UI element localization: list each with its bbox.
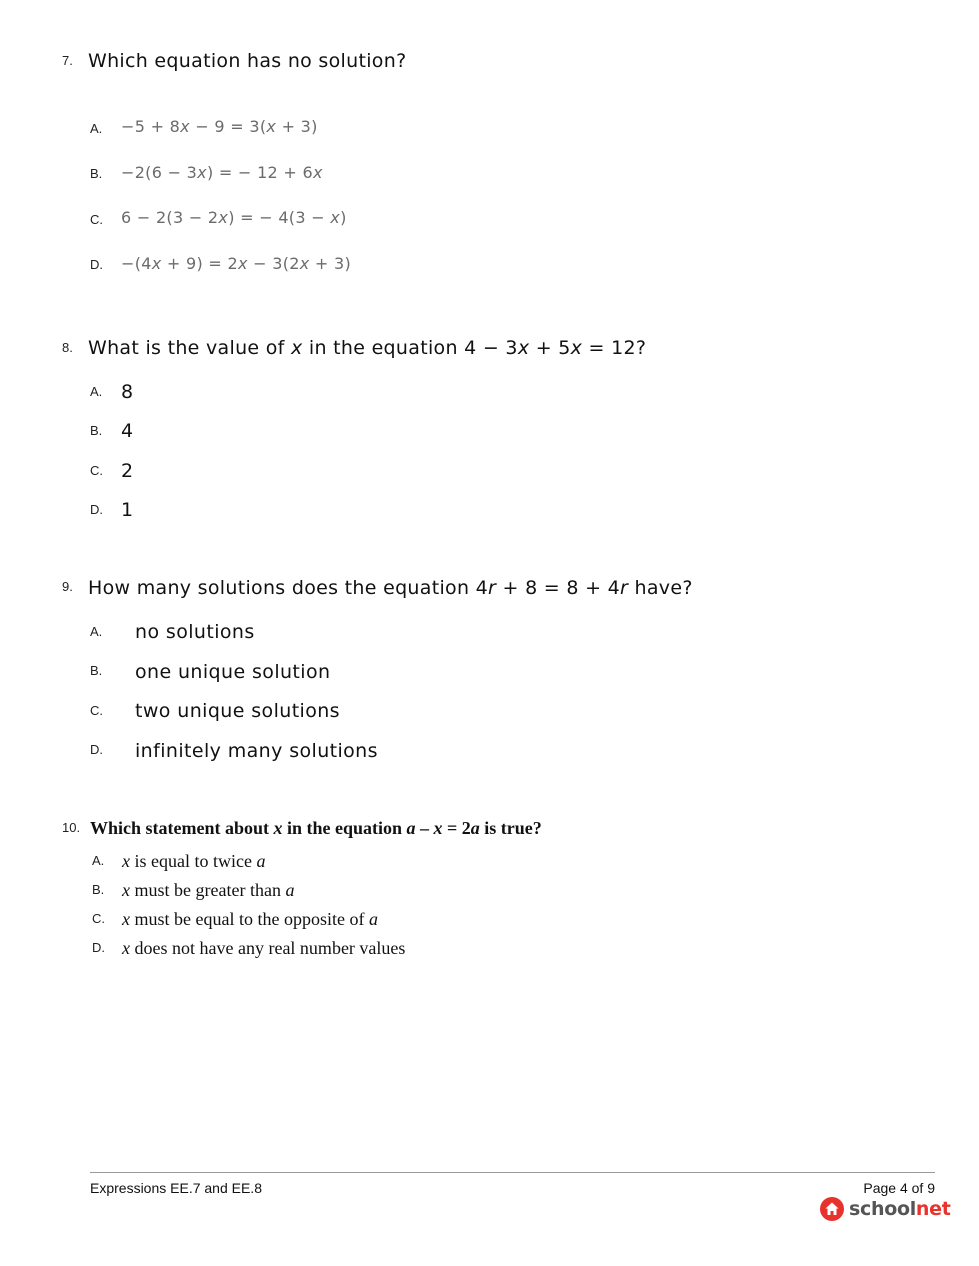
option-equation[interactable]: 6 − 2(3 − 2x) = − 4(3 − x) bbox=[121, 208, 347, 227]
option-text[interactable]: infinitely many solutions bbox=[135, 740, 378, 762]
option-letter[interactable]: C. bbox=[90, 703, 103, 718]
logo-text: schoolnet bbox=[849, 1198, 951, 1220]
option-equation[interactable]: −2(6 − 3x) = − 12 + 6x bbox=[121, 163, 323, 182]
page-number: Page 4 of 9 bbox=[863, 1180, 935, 1196]
option-letter[interactable]: C. bbox=[92, 911, 105, 926]
schoolnet-logo bbox=[820, 1196, 951, 1222]
option-text[interactable]: one unique solution bbox=[135, 661, 331, 683]
option-text[interactable]: x must be equal to the opposite of a bbox=[122, 909, 378, 929]
question-number: 10. bbox=[62, 820, 81, 835]
option-letter[interactable]: D. bbox=[90, 502, 103, 517]
option-letter[interactable]: C. bbox=[90, 212, 103, 227]
option-text[interactable]: 4 bbox=[121, 420, 134, 442]
option-letter[interactable]: C. bbox=[90, 463, 103, 478]
question-prompt: Which equation has no solution? bbox=[88, 50, 407, 72]
option-letter[interactable]: D. bbox=[90, 257, 103, 272]
option-text[interactable]: 8 bbox=[121, 381, 134, 403]
option-text[interactable]: no solutions bbox=[135, 621, 255, 643]
option-text[interactable]: x does not have any real number values bbox=[122, 938, 406, 958]
option-text[interactable]: 2 bbox=[121, 460, 134, 482]
option-equation[interactable]: −5 + 8x − 9 = 3(x + 3) bbox=[121, 117, 318, 136]
option-letter[interactable]: A. bbox=[90, 624, 103, 639]
option-letter[interactable]: A. bbox=[90, 121, 103, 136]
option-letter[interactable]: A. bbox=[92, 853, 105, 868]
footer-divider bbox=[90, 1172, 935, 1173]
question-number: 7. bbox=[62, 53, 73, 68]
footer-title: Expressions EE.7 and EE.8 bbox=[90, 1180, 262, 1196]
option-letter[interactable]: A. bbox=[90, 384, 103, 399]
house-icon bbox=[820, 1197, 844, 1221]
option-letter[interactable]: D. bbox=[90, 742, 103, 757]
option-text[interactable]: x must be greater than a bbox=[122, 880, 295, 900]
question-prompt: Which statement about x in the equation a – x = 2a is true? bbox=[90, 818, 542, 838]
option-text[interactable]: x is equal to twice a bbox=[122, 851, 266, 871]
option-letter[interactable]: B. bbox=[90, 166, 103, 181]
question-number: 9. bbox=[62, 579, 73, 594]
question-prompt: What is the value of x in the equation 4 − 3x + 5x = 12? bbox=[88, 337, 647, 359]
option-text[interactable]: two unique solutions bbox=[135, 700, 340, 722]
option-letter[interactable]: B. bbox=[92, 882, 105, 897]
option-letter[interactable]: D. bbox=[92, 940, 105, 955]
option-letter[interactable]: B. bbox=[90, 663, 103, 678]
option-letter[interactable]: B. bbox=[90, 423, 103, 438]
question-number: 8. bbox=[62, 340, 73, 355]
question-prompt: How many solutions does the equation 4r + 8 = 8 + 4r have? bbox=[88, 577, 693, 599]
option-text[interactable]: 1 bbox=[121, 499, 134, 521]
option-equation[interactable]: −(4x + 9) = 2x − 3(2x + 3) bbox=[121, 254, 352, 273]
